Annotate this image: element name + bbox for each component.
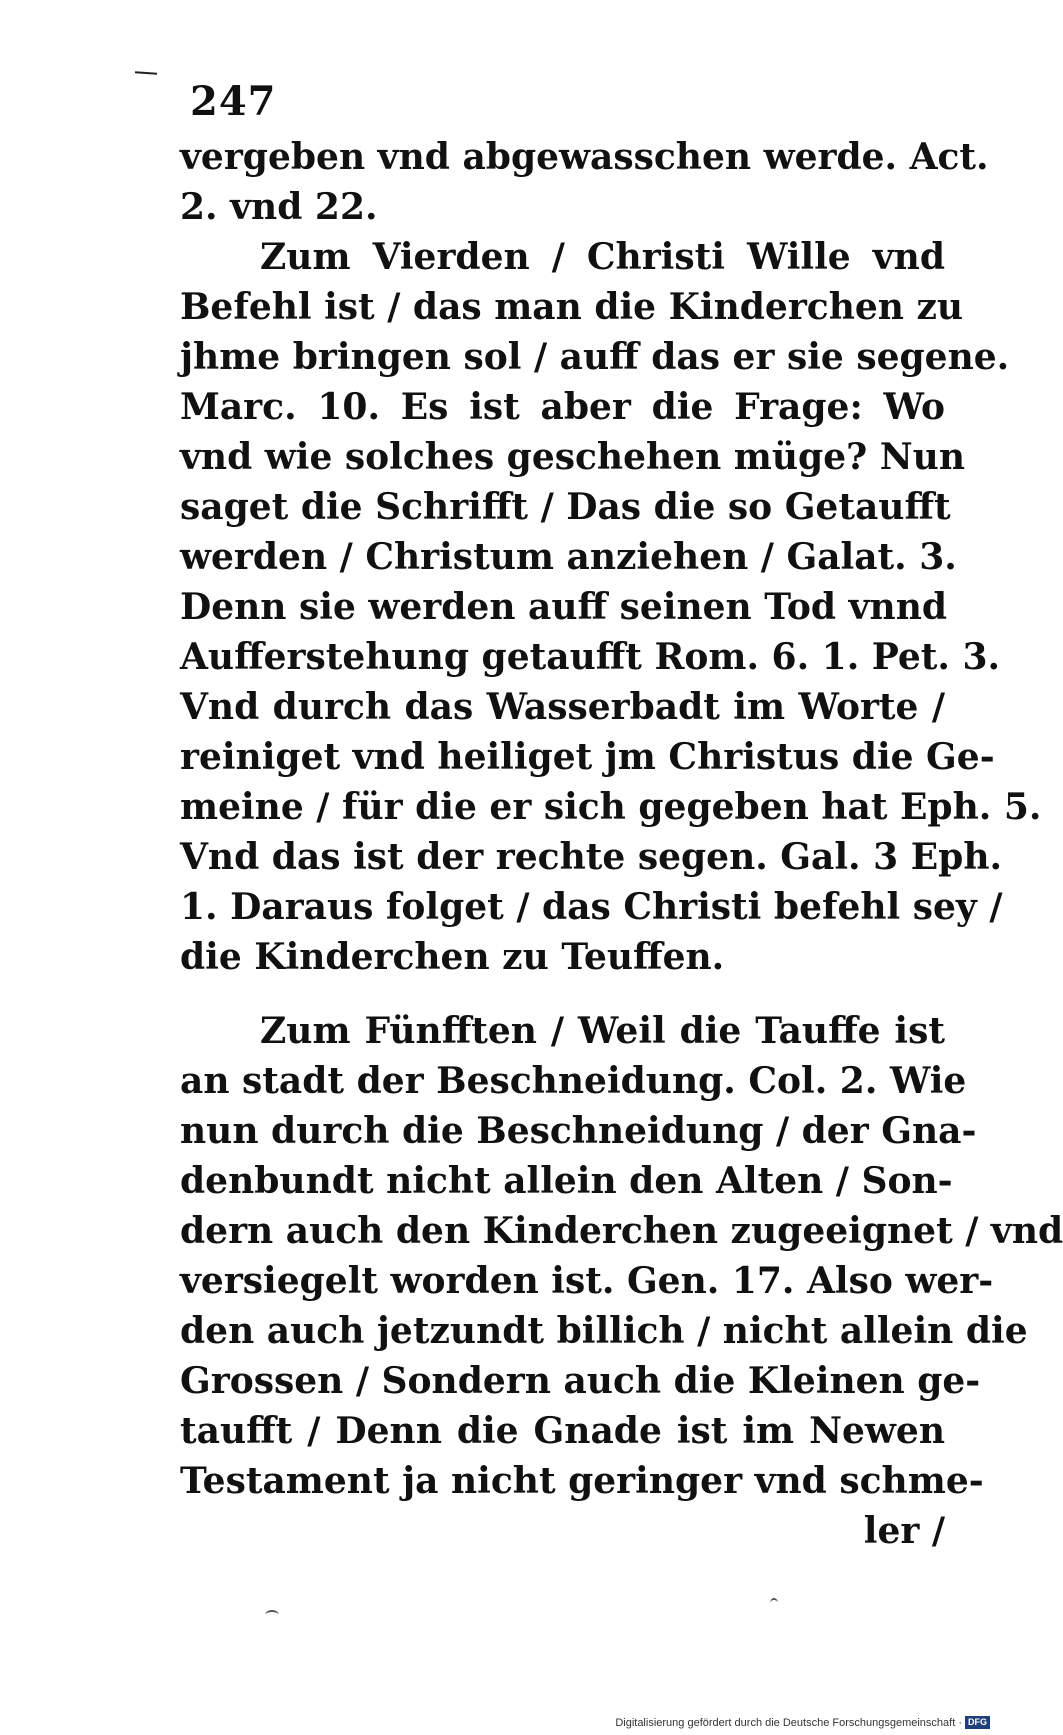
text-line: 1. Daraus folget / das Christi befehl sey / [180, 886, 1003, 928]
text-line: an stadt der Beschneidung. Col. 2. Wie [180, 1060, 967, 1102]
text-line: Grossen / Sondern auch die Kleinen ge- [180, 1360, 981, 1402]
text-line: taufft / Denn die Gnade ist im Newen [180, 1410, 945, 1452]
digitization-credit [615, 1716, 990, 1729]
body-text [180, 132, 1063, 1556]
page-number: 247 [190, 78, 277, 125]
text-line: den auch jetzundt billich / nicht allein die [180, 1310, 1028, 1352]
ink-speck [265, 1610, 279, 1620]
text-line: vnd wie solches geschehen müge? Nun [180, 436, 966, 478]
text-line: die Kinderchen zu Teuffen. [180, 936, 725, 978]
text-line: Denn sie werden auff seinen Tod vnnd [180, 586, 948, 628]
text-line: 2. vnd 22. [180, 186, 378, 228]
text-line: dern auch den Kinderchen zugeeignet / vnd [180, 1210, 1063, 1252]
dfg-logo: DFG [965, 1716, 990, 1729]
text-line: werden / Christum anziehen / Galat. 3. [180, 536, 957, 578]
text-line: Aufferstehung getaufft Rom. 6. 1. Pet. 3. [180, 636, 1001, 678]
text-line: Marc. 10. Es ist aber die Frage: Wo [180, 386, 945, 428]
text-line: versiegelt worden ist. Gen. 17. Also wer- [180, 1260, 994, 1302]
credit-text: Digitalisierung gefördert durch die Deutsche Forschungsgemeinschaft · [615, 1716, 962, 1729]
text-line: saget die Schrifft / Das die so Getaufft [180, 486, 951, 528]
text-line: Vnd durch das Wasserbadt im Worte / [180, 686, 945, 728]
ink-speck [770, 1598, 778, 1608]
text-line: vergeben vnd abgewasschen werde. Act. [180, 136, 989, 178]
text-line: Befehl ist / das man die Kinderchen zu [180, 286, 964, 328]
paragraph-start-line: Zum Fünfften / Weil die Tauffe ist [260, 1010, 945, 1052]
margin-mark [135, 71, 157, 75]
text-line: Vnd das ist der rechte segen. Gal. 3 Eph. [180, 836, 1003, 878]
text-line: nun durch die Beschneidung / der Gna- [180, 1110, 977, 1152]
text-line: Testament ja nicht geringer vnd schme- [180, 1460, 984, 1502]
paragraph-gap [180, 982, 945, 1006]
paragraph-start-line: Zum Vierden / Christi Wille vnd [260, 236, 945, 278]
text-line: meine / für die er sich gegeben hat Eph. 5. [180, 786, 1042, 828]
text-line: jhme bringen sol / auff das er sie segene. [180, 336, 1010, 378]
text-line: reiniget vnd heiliget jm Christus die Ge- [180, 736, 995, 778]
catchword: ler / [863, 1510, 945, 1552]
text-line: denbundt nicht allein den Alten / Son- [180, 1160, 953, 1202]
